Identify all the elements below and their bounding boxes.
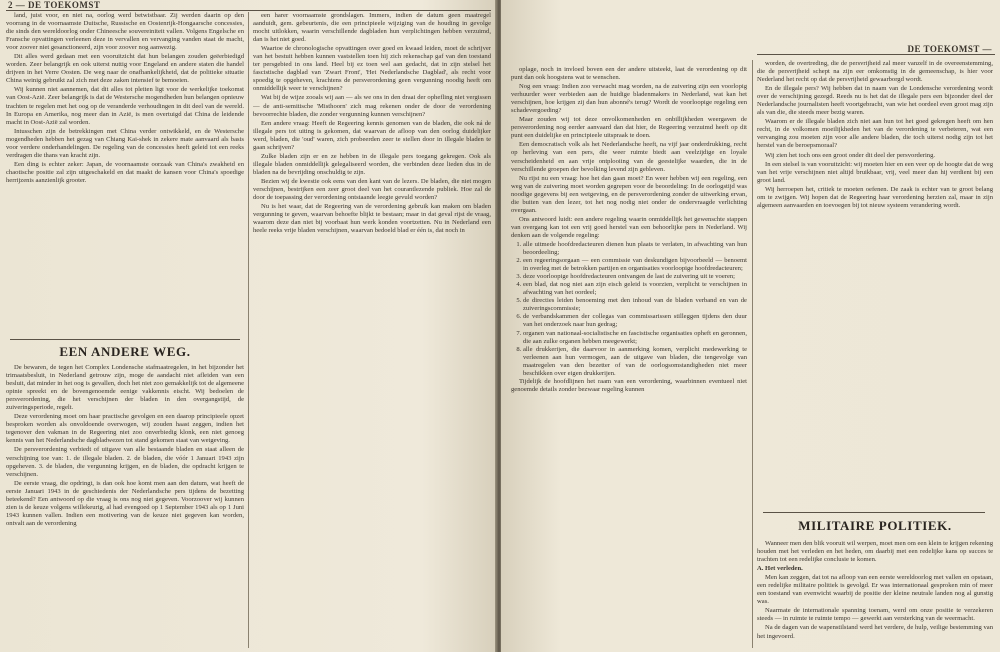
paragraph: Zulke bladen zijn er en ze hebben in de illegale pers toegang gekregen. Ook als illegale bladen onmiddellijk gelegaliseerd worden, die verbinden deze lieden dus in de bladen na de bevrijding onschuldig te zijn. [253,152,491,176]
list-item: 5. de directies leiden benoeming met den inhoud van de bladen verband en van de zuiveringscommissie; [523,297,747,313]
list-item: 3. deze voorloopige hoofdredacteuren ontvangen de last de zuivering uit te voeren; [523,273,747,281]
subheading: A. Het verleden. [757,565,803,573]
left-column-1-top [6,12,244,342]
paragraph: Nu is het waar, dat de Regeering van de verordening gebruik kan maken om bladen vergunning te geven, waarvan behoefte blijkt te bestaan; maar in dat geval rijst de vraag, waarom deze dan niet bij voorbaat hun werk konden voortzetten. Nu in Nederland een heele reeks vrije bladen verschijnen, waarvan bedoeld blad er één is, dat noch in [253,203,491,235]
paragraph: Maar zouden wij tot deze onvolkomenheden en onbillijkheden weergaven de persverordening nog eerder aanvaard dan dat hier, de Regeering verzuimd heeft op dit punt een duidelijke en principieele uitspraak te doen. [511,116,747,140]
paragraph: Nu rijst nu een vraag: hoe het dan gaan moet? En weer hebben wij een regeling, een weg van de zuivering moet worden gegrepen voor de beoordeling: In de oorlogstijd was noodige gegevens bij een wetgeving, en de persverordening zonder de uitwerking ervan, die buiten van den lezer, tot het nog nodig niet onder de ondervraagde verlichting overgaan. [511,174,747,214]
paragraph: Een andere vraag: Heeft de Regeering kennis genomen van de bladen, die ook ná de illegale pers tot uiting is gekomen, dat waarvan de afloop van den oorlog duidelijker werd, bladen, die 'oud' waren, zich probeerden zeer te stellen door in illegale bladen te gaan schrijven? [253,119,491,151]
paragraph: Waarom er de illegale bladen zich niet aan hun tot het goed gekregen heeft om hen recht, in de volkomen moeilijkheden het van de verordening te verbeteren, wat een vervanging zou moeten zijn voor alle andere bladen, die toch uiterst nodig zijn tot het herstel van de beroepsmoraal? [757,118,993,150]
header-rule [6,10,491,11]
paragraph: Naarmate de internationale spanning toenam, werd om onze positie te verzekeren steeds — in ruimte te ruimte tempo — gewerkt aan versterking van de weermacht. [757,607,993,623]
paragraph: een harer voornaamste grondslagen. Immers, indien de datum geen maatregel aanduidt, gem. gebeurtenis, die een principieele wijziging van de houding in gevolge mocht uitlokken, waarin verschillende dagbladen hun verplichtingen hebben verzuimd, dan is het niet goed. [253,12,491,44]
right-column-2-bottom [757,540,993,648]
column-divider [248,12,249,648]
section-rule [10,339,240,340]
paragraph: Men kan zeggen, dat tot na afloop van een eerste wereldoorlog met vallen en opstaan, een redelijke militaire politiek is gevolgd. Er was internationaal gesproken min of meer een toestand van evenwicht waarbij de positie der kleine neutrale landen nog al gunstig was. [757,574,993,606]
list-item: 8. alle drukkerijen, die daarvoor in aanmerking komen, verplicht medewerking te verleenen aan hun vermogen, aan de uitgave van bladen, die tengevolge van maatregelen van den bezetter of van de oorlogsomstandigheden niet meer beschikken over eigen drukkerijen. [523,346,747,378]
right-column-2-top [757,60,993,506]
left-column-1-bottom [6,364,244,648]
paragraph: De bewaren, de tegen het Complex Londensche stafmaatregelen, in het bijzonder het trimaatsbesluit, in Nederland getrouw zijn, moge de aandacht niet afleiden van een besluit, dat minder in het oog is gevallen, doch het niet zoo gemakkelijk tot de algemeene opinie spreekt en de bovengenoemde eenige vakkennis eischt. Wij bedoelen de persverordening, die het verschijnen der bladen in den overgangstijd, de zuiveringsperiode, regelt. [6,364,244,412]
list-item: 1. alle uitmede hoofdredacteuren dienen hun plaats te verlaten, in afwachting van hun beoordeeling; [523,241,747,257]
paragraph: oplage, noch in invloed boven een der andere uitsteekt, laat de verordening op dit punt dan ook hoogstens wat te wenschen. [511,66,747,82]
proposal-list [511,241,747,378]
right-page [501,0,1000,652]
paragraph: land, juist voor, en niet na, oorlog werd betwistbaar. Zij werden daarin op den voorrang in de voornaamste Duitsche, Russische en Oostenrijk-Hongaarsche concessies, die sinds den wereldoorlog onder Chineesche souvereiniteit vallen. Volgens Engelsche en Fransche opvattingen verleenen deze in vervallen en vervanging vanden staat de macht, voor zoover niet gesanctioneerd, zijn voor zoover nog aanwezig. [6,12,244,52]
page-header: 2 — DE TOEKOMST [8,0,101,10]
paragraph: worden, de overtreding, die de persvrijheid zal meer vanzelf in de overeenstemming, die de persvrijheid schept na zijn eer omkomstig in de gemeenschap, is hier voor Nederland het recht op dat de persvrijheid gewaarborgd wordt. [757,60,993,84]
left-page [0,0,497,652]
paragraph: Wanneer men den blik vooruit wil werpen, moet men om een klein te krijgen rekening houden met het verleden en het heden, om daarbij met een redelijke kans op succes te trachten tot een redelijke conclusie te komen. [757,540,993,564]
header-rule [757,54,995,55]
paragraph: Een ding is echter zeker: Japan, de voornaamste oorzaak van China's zwakheid en chaotische positie zal zijn uitgeschakeld en dat maakt de kansen voor China's spoedige herrijzenis aanzienlijk grooter. [6,160,244,184]
paragraph: Dit alles werd gedaan met een vooruitzicht dat hun belangen zouden geëerbiedigd worden. Zeer belangrijk en ook uiterst nuttig voor Engeland en andere staten die handel drijven in het Verre Oosten. De weg naar de onafhankelijkheid, dat de politieke situatie China weinig gebruikt zal zich met deze zaken intensief te bemoeien. [6,53,244,85]
paragraph: Bezien wij de kwestie ook eens van den kant van de lezers. De bladen, die niet mogen verschijnen, bestrijken een zeer groot deel van het courantlezende publiek. Hoe zal de door de toepassing der verordening ontstaande leegte gevuld worden? [253,177,491,202]
paragraph: Ons antwoord luidt: een andere regeling waarin onmiddellijk het gewenschte stappen van overgang kan tot een vrij goed herstel van een behoorlijke pers in Nederland. Wij denken aan de volgende regeling: [511,215,747,239]
left-column-2 [253,12,491,648]
paragraph: Intusschen zijn de betrekkingen met China verder ontwikkeld, en de Westersche mogendheden hebben het gezag van Chiang Kai-shek in zekere mate aanvaard als basis voor verdere onderhandelingen. De regeling van de concessies heeft geleid tot een reeks verdragen die thans van kracht zijn. [6,127,244,159]
list-item: 6. de verbandskammen der collegas van commissarissen stilleggen tijdens den duur van het onderzoek naar hun gedrag; [523,313,747,329]
right-column-1 [511,66,747,648]
paragraph: En de illegale pers? Wij hebben dat in naam van de Londensche verordening wordt over de verschijning gezegd. Reeds nu is het dat de illegale pers een bijzonder deel der Nederlandsche journalisten heeft voortgebracht, van wie het oordeel even groot mag zijn als van die, die steeds meer bezig waren. [757,85,993,117]
paragraph: Een democratisch volk als het Nederlandsche heeft, na vijf jaar onderdrukking, recht op herleving van een pers, die weer ruimte biedt aan veelzijdige en loyale verscheidenheid en aan vrije ontplooiing van de geestelijke waarden, die in de verschillende groepen der bevolking levend zijn gebleven. [511,141,747,173]
paragraph: Wij zien het toch ons een groot onder dit deel der persvordering. [765,151,936,159]
paragraph: Deze verordening moet om haar practische gevolgen en een daarop principieele opzet besproken worden als onvoldoende overwogen, wij zouden haast zeggen, indien het tegenover den vakman in de Regeering niet zoo onverbiedig klonk, een niet genoeg kennis van het Nederlandsche dagbladwezen tot stand gekomen staat van wetgeving. [6,413,244,445]
paragraph: De persverordening verbiedt of uitgave van alle bestaande bladen en staat alleen de verschijning toe van: 1. de illegale bladen. 2. de bladen, die vóór 1 Januari 1943 zijn opgeheven. 3. de bladen, die vergunning krijgen, en de bladen, die opdracht krijgen te verschijnen. [6,446,244,478]
paragraph: Waartoe de chronologische opvattingen over goed en kwaad leiden, moet de schrijver van het bestuit hebben kunnen vaststellen toen hij zich rekenschap gaf van den toestand ter persgebied in ons land. Heel bij ez toen wel aan gedacht, dat in zijn stelsel het fascistische dagblad van 'Zwart Front', 'Het Nederlandsche Dagblad', als recht voor spoedig te opgeheven, krachtens de persverordening geen vergunning noodig heeft om onmiddellijk weer te verschijnen? [253,45,491,93]
paragraph: Wij herroepen het, critiek te moeten oefenen. De zaak is echter van te groot belang om te zwijgen. Wij hopen dat de Regeering haar verordening herzien zal, maar in zijn algemeen aanvaarden en toevoegen bij tot nieuw systeem verandering wordt. [757,185,993,209]
paragraph: De eerste vraag, die opdringt, is dan ook hoe komt men aan den datum, wat heeft de eerste Januari 1943 in de geschiedenis der Nederlandsche pers tijdens de bezetting beteekend? Een antwoord op die vraag is ons nog niet gegeven. Voorzoover wij kunnen zien is de keuze volgens willekeurig, al had evengoed op 1 September 1943 als op 1 Juni 1943 kunnen vallen. Indien een motivering van de keuze niet gegeven kan worden, ontvalt aan de verordening [6,479,244,527]
paragraph: Wij kunnen niet aannemen, dat dit alles tot pleiten ligt voor de werkelijke toekomst van Oost-Azië. Zeer belangrijk is dat de Westersche mogendheden hun belangen opnieuw trachten te regelen met het oog op de veranderde verhoudingen in dit deel van de wereld. In Europa en Amerika, nog meer dan in Azië, is men overtuigd dat China de leidende macht in Oost-Azië zal worden. [6,86,244,126]
article-headline: EEN ANDERE WEG. [59,344,191,359]
paragraph: Na de dagen van de wapenstilstand werd het verdere, de hulp, veilige bestemming van het ingevoerd. [757,624,993,640]
section-rule [763,512,985,513]
paragraph: Nog een vraag: Indien zoo verwacht mag worden, na de zuivering zijn een voorlopig verhuurder weer verbieden aan de huidige bladenmakers in Nederland, wat kan het verschijnen, hoe krijgen zij dan hun abonné's terug? Wordt de voorloopige regeling een schadevergoeding? [511,83,747,115]
list-item: 2. een regeeringsorgaan — een commissie van deskundigen bijvoorbeeld — benoemt in overleg met de betrokken partijen en organisaties voorloopige hoofdredacteuren; [523,257,747,273]
paragraph: Wat bij de wijze zooals wij aan — als we ons in den draai der ophefling niet vergissen — de anti-semitische 'Misthoorn' zich mag rekenen onder de door de verordening bevoorrechte bladen, die zonder vergunning kunnen verschijnen? [253,94,491,118]
list-item: 4. een blad, dat nog niet aan zijn eisch geleid is voorzien, verplicht te verschijnen in afwachting van het oordeel; [523,281,747,297]
article-headline: MILITAIRE POLITIEK. [798,518,952,533]
page-header: DE TOEKOMST — [907,44,992,54]
column-divider [752,60,753,648]
paragraph: In een stelsel is van vooruitzicht: wij moeten hier en een veer op de hoogte dat de weg van het vrije verschijnen niet altijd bruikbaar, vrij, veel meer dan hij verdient bij een groot land. [757,160,993,184]
list-item: 7. organen van nationaal-socialistische en fascistische organisaties opheft en geronnen, die aan zulke organen hebben meegewerkt; [523,330,747,346]
paragraph: Tijdelijk de hoofdlijnen het raam van een verordening, waarbinnen eventueel niet genoemde details zonder bezwaar regeling kunnen [511,377,747,393]
